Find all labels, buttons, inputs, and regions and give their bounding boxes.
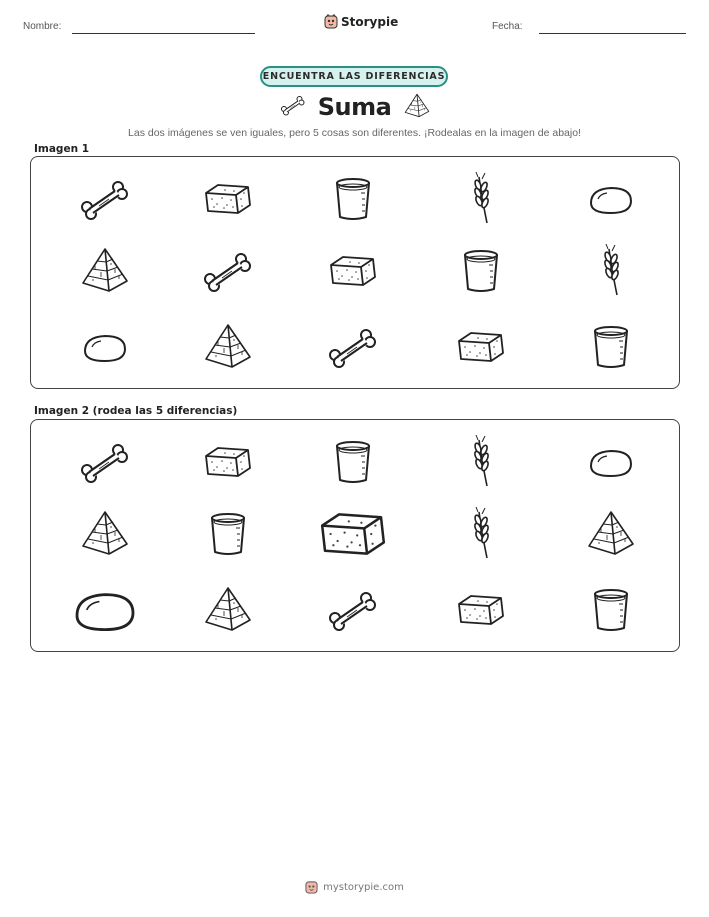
panel-1-item-stone[interactable] [581,169,641,229]
wheat-icon [451,504,511,564]
panel-1-item-cup[interactable] [451,241,511,301]
image-panel-1[interactable] [30,156,680,389]
panel-2-item-pyramid[interactable] [581,504,641,564]
panel-1-label: Imagen 1 [34,143,90,155]
wheat-icon [451,432,511,492]
date-label: Fecha: [492,21,523,32]
bone-icon [323,317,383,377]
panel-2-item-pyramid[interactable] [198,580,258,640]
brick-icon [311,492,395,576]
pyramid-icon [75,504,135,564]
panel-1-item-brick[interactable] [198,169,258,229]
panel-1-item-stone[interactable] [75,317,135,377]
activity-badge: ENCUENTRA LAS DIFERENCIAS [260,66,448,87]
bone-icon [75,432,135,492]
panel-2-item-stone[interactable] [581,432,641,492]
image-panel-2[interactable] [30,419,680,652]
panel-1-item-wheat[interactable] [451,169,511,229]
panel-1-item-brick[interactable] [451,317,511,377]
cup-icon [198,504,258,564]
brick-icon [198,169,258,229]
cup-icon [451,241,511,301]
wheat-icon [581,241,641,301]
wheat-icon [451,169,511,229]
stone-icon [581,432,641,492]
pyramid-icon [400,90,434,122]
instructions: Las dos imágenes se ven iguales, pero 5 cosas son diferentes. ¡Rodealas en la imagen de abajo! [128,127,581,139]
panel-2-item-cup[interactable] [198,504,258,564]
panel-2-item-cup[interactable] [323,432,383,492]
footer [0,880,709,894]
panel-2-item-pyramid[interactable] [75,504,135,564]
panel-1-item-cup[interactable] [581,317,641,377]
pyramid-icon [75,241,135,301]
bone-icon [75,169,135,229]
brand-name: Storypie [341,14,399,29]
stone-icon [581,169,641,229]
brick-icon [198,432,258,492]
panel-1-item-pyramid[interactable] [198,317,258,377]
brick-icon [451,317,511,377]
pyramid-icon [198,580,258,640]
name-label: Nombre: [23,21,62,32]
brand-logo [324,14,398,29]
storypie-mascot-icon [305,880,318,894]
name-field[interactable] [72,33,255,34]
panel-2-item-brick[interactable] [311,492,395,576]
panel-1-item-brick[interactable] [323,241,383,301]
panel-2-label: Imagen 2 (rodea las 5 diferencias) [34,405,238,417]
cup-icon [323,432,383,492]
panel-1-item-cup[interactable] [323,169,383,229]
brick-icon [451,580,511,640]
cup-icon [581,317,641,377]
bone-icon [323,580,383,640]
date-field[interactable] [539,33,686,34]
panel-1-item-pyramid[interactable] [75,241,135,301]
panel-2-item-bone[interactable] [323,580,383,640]
footer-url: mystorypie.com [323,881,404,893]
panel-1-item-bone[interactable] [198,241,258,301]
panel-2-item-bone[interactable] [75,432,135,492]
stone-icon [75,317,135,377]
title-pyramid-icon [400,90,434,122]
panel-2-item-stone[interactable] [63,568,147,652]
panel-2-item-wheat[interactable] [451,432,511,492]
panel-1-item-bone[interactable] [75,169,135,229]
stone-icon [63,568,147,652]
panel-2-item-cup[interactable] [581,580,641,640]
page-title: Suma [317,93,392,121]
brick-icon [323,241,383,301]
bone-icon [198,241,258,301]
storypie-mascot-icon [324,14,338,29]
panel-2-item-brick[interactable] [198,432,258,492]
panel-2-item-brick[interactable] [451,580,511,640]
panel-1-item-wheat[interactable] [581,241,641,301]
pyramid-icon [581,504,641,564]
cup-icon [323,169,383,229]
panel-1-item-bone[interactable] [323,317,383,377]
pyramid-icon [198,317,258,377]
cup-icon [581,580,641,640]
panel-2-item-wheat[interactable] [451,504,511,564]
